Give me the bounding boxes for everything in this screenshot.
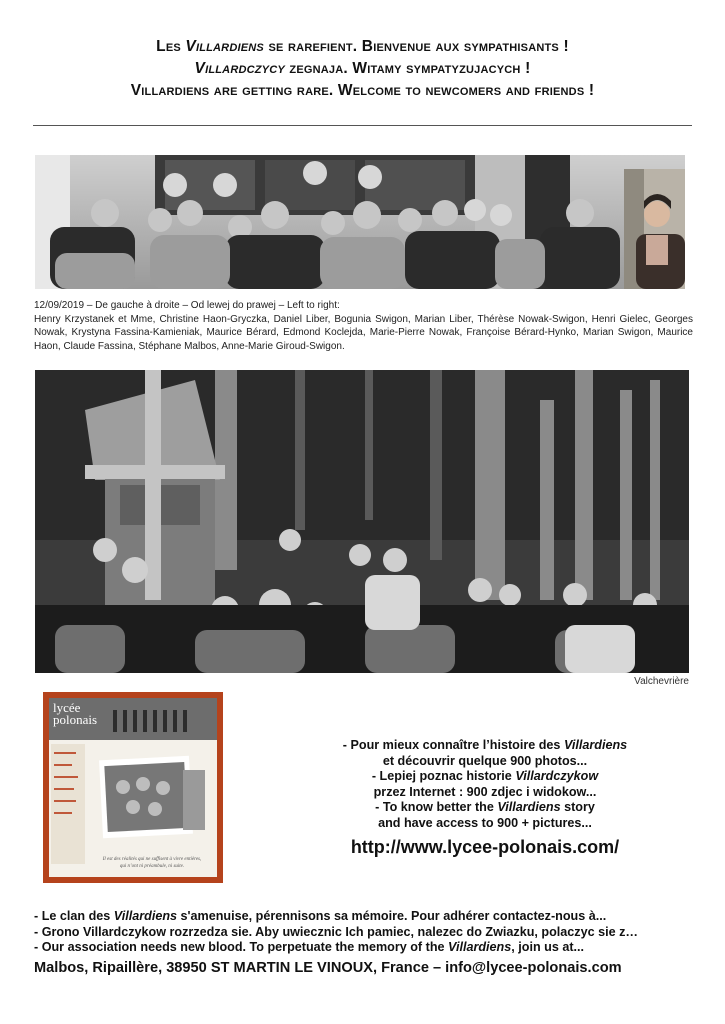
footer-line-pl: - Grono Villardczykow rozrzedza sie. Aby uwiecznic Ich pamiec, nalezec do Zwiazku, polaczyc sie z…: [34, 924, 638, 939]
page-header: [20, 36, 705, 102]
promo-line-en-1: - To know better the Villardiens story: [375, 800, 595, 814]
photo-caption: [34, 299, 693, 353]
photo-credit: Valchevrière: [634, 676, 689, 687]
website-link[interactable]: http://www.lycee-polonais.com/: [350, 837, 620, 857]
website-thumbnail: [43, 692, 223, 883]
caption-names: Henry Krzystanek et Mme, Christine Haon-Gryczka, Daniel Liber, Bogunia Swigon, Marian Liber, Thérèse Nowak-Swigon, Henri Gielec, Georges Nowak, Krystyna Fassina-Kamieniak, Maurice Bérard, Edmond Koclejda, Marie-Pierre Nowak, Françoise Bérard-Hynko, Marian Swigon, Maurice Haon, Claude Fassina, Stéphane Malbos, Anne-Marie Giroud-Swigon.: [34, 313, 693, 352]
header-line-pl: Villardczycy zegnaja. Witamy sympatyzujacych !: [194, 60, 531, 77]
promo-line-fr-1: - Pour mieux connaître l’histoire des Villardiens: [342, 738, 628, 752]
group-photo-inset: [624, 169, 685, 289]
promo-line-pl-2: przez Internet : 900 zdjec i widokow...: [373, 784, 597, 799]
footer: [34, 909, 704, 978]
group-photo: [35, 155, 685, 289]
forest-gathering-photo: [35, 370, 689, 673]
website-promo: [300, 738, 670, 859]
promo-line-fr-2: et découvrir quelque 900 photos...: [382, 753, 588, 768]
header-line-fr: Les Villardiens se rarefient. Bienvenue aux sympathisants !: [156, 38, 569, 55]
caption-heading: 12/09/2019 – De gauche à droite – Od lewej do prawej – Left to right:: [34, 300, 340, 311]
horizontal-divider: [33, 125, 692, 126]
promo-line-en-2: and have access to 900 + pictures...: [378, 815, 592, 830]
thumb-quote: Il est des réalités qui ne suffisent à vivre entières, qui n’ont ni préambule, ni suite.: [102, 857, 202, 869]
contact-address[interactable]: Malbos, Ripaillère, 38950 ST MARTIN LE VINOUX, France – info@lycee-polonais.com: [34, 959, 622, 976]
footer-line-fr: - Le clan des Villardiens s'amenuise, pérennisons sa mémoire. Pour adhérer contactez-nous à...: [34, 909, 607, 923]
thumb-logo: lycée polonais: [53, 700, 98, 727]
promo-line-pl-1: - Lepiej poznac historie Villardczykow: [371, 769, 599, 783]
footer-line-en: - Our association needs new blood. To perpetuate the memory of the Villardiens, join us at...: [34, 940, 585, 955]
header-line-en: Villardiens are getting rare. Welcome to newcomers and friends !: [130, 82, 595, 99]
